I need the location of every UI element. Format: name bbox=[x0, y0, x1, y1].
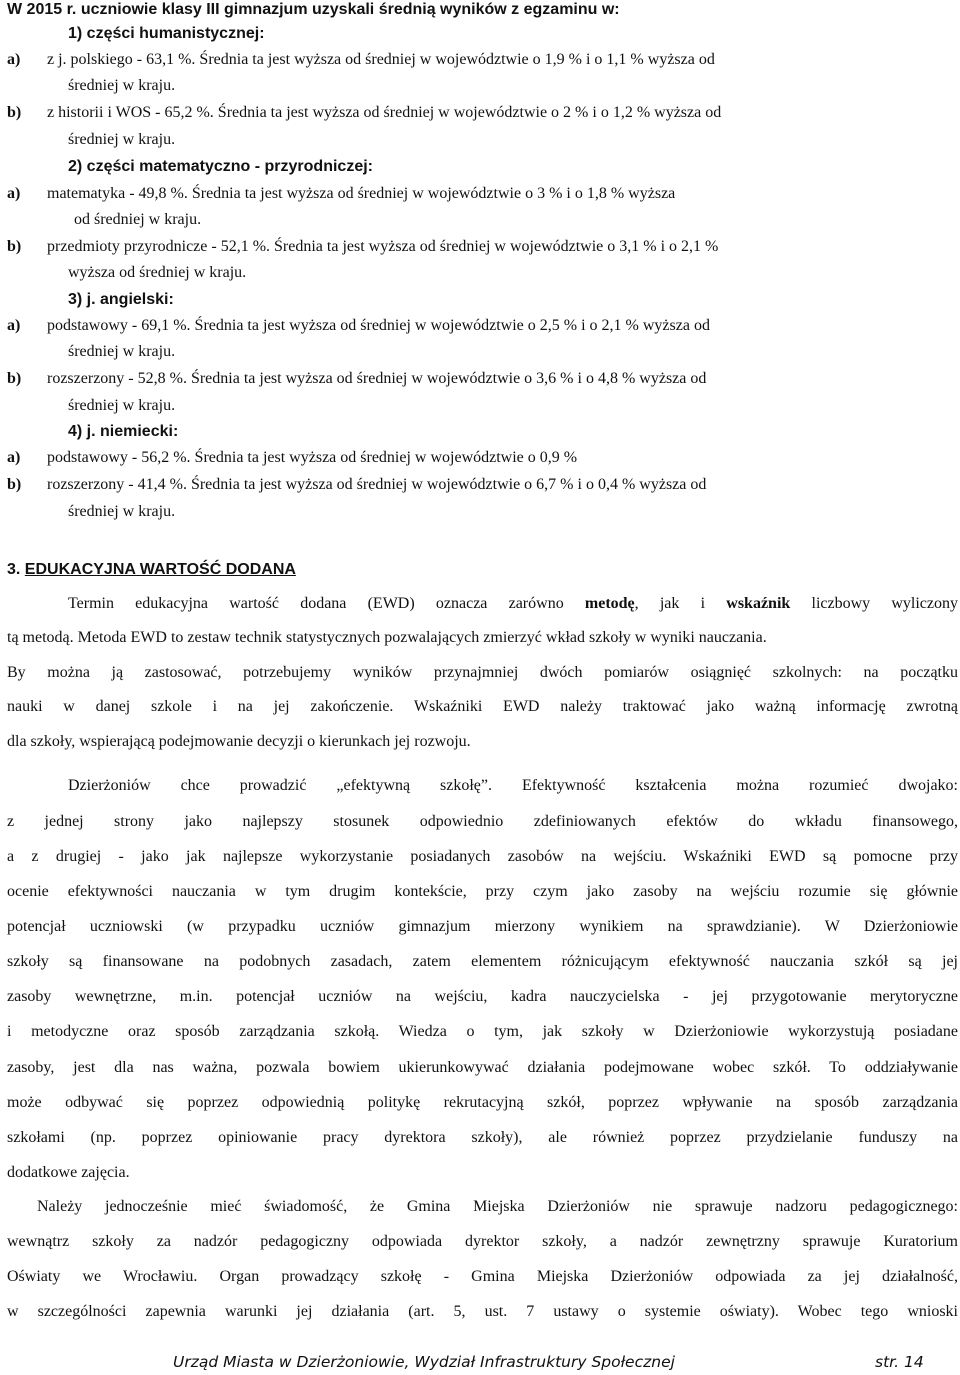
item-marker: b) bbox=[7, 370, 22, 387]
paragraph-line: a z drugiej - jako jak najlepsze wykorzystanie posiadanych zasobów na wejściu. Wskaźniki EWD są pomocne przy bbox=[7, 848, 958, 865]
item-text: podstawowy - 69,1 %. Średnia ta jest wyższa od średniej w województwie o 2,5 % i o 2,1 % wyższa od bbox=[47, 317, 710, 334]
item-text: przedmioty przyrodnicze - 52,1 %. Średnia ta jest wyższa od średniej w województwie o 3,1 % i o 2,1 % bbox=[47, 238, 719, 255]
paragraph-line: potencjał uczniowski (w przypadku uczniów gimnazjum mierzony wynikiem na sprawdzianie). W Dzierżoniowie bbox=[7, 918, 958, 935]
list-item bbox=[7, 103, 721, 123]
paragraph-line: zasoby wewnętrzne, m.in. potencjał uczniów na wejściu, kadra nauczycielska - jej przygotowanie merytoryczne bbox=[7, 988, 958, 1005]
section-heading: 4) j. niemiecki: bbox=[68, 423, 179, 440]
chapter-number: 3. bbox=[7, 561, 21, 578]
text-run: , jak i bbox=[634, 595, 727, 612]
paragraph-line: By można ją zastosować, potrzebujemy wyników przynajmniej dwóch pomiarów osiągnięć szkolnych: na początku bbox=[7, 664, 958, 681]
item-text: średniej w kraju. bbox=[68, 343, 176, 360]
list-item bbox=[7, 237, 718, 257]
item-marker: a) bbox=[7, 449, 21, 466]
item-marker: a) bbox=[7, 51, 21, 68]
paragraph-line: z jednej strony jako najlepszy stosunek odpowiednio zdefiniowanych efektów do wkładu finansowego, bbox=[7, 813, 958, 830]
text-run: wskaźnik bbox=[726, 595, 791, 612]
paragraph-line: szkoły są finansowane na podobnych zasadach, zatem elementem różnicującym efektywność nauczania szkół są jej bbox=[7, 953, 958, 970]
paragraph-line: Należy jednocześnie mieć świadomość, że Gmina Miejska Dzierżoniów nie sprawuje nadzoru pedagogicznego: bbox=[37, 1198, 958, 1215]
text-run: liczbowy wyliczony bbox=[790, 595, 958, 612]
item-text: średniej w kraju. bbox=[68, 131, 176, 148]
section-heading: 2) części matematyczno - przyrodniczej: bbox=[68, 158, 373, 175]
item-text: matematyka - 49,8 %. Średnia ta jest wyższa od średniej w województwie o 3 % i o 1,8 % wyższa bbox=[47, 185, 676, 202]
list-item bbox=[7, 50, 715, 70]
paragraph-line: może odbywać się poprzez odpowiednią politykę rekrutacyjną szkół, poprzez wpływanie na sposób zarządzania bbox=[7, 1094, 958, 1111]
list-item bbox=[7, 448, 577, 468]
footer-title: Urząd Miasta w Dzierżoniowie, Wydział Infrastruktury Społecznej bbox=[173, 1353, 675, 1371]
item-text: średniej w kraju. bbox=[68, 397, 176, 414]
paragraph-line: i metodyczne oraz sposób zarządzania szkołą. Wiedza o tym, jak szkoły w Dzierżoniowie wykorzystują posiadane bbox=[7, 1023, 958, 1040]
paragraph-line: dla szkoły, wspierającą podejmowanie decyzji o kierunkach jej rozwoju. bbox=[7, 733, 471, 750]
chapter-title: EDUKACYJNA WARTOŚĆ DODANA bbox=[24, 561, 296, 578]
page-number: str. 14 bbox=[875, 1353, 924, 1371]
intro-heading: W 2015 r. uczniowie klasy III gimnazjum uzyskali średnią wyników z egzaminu w: bbox=[7, 1, 620, 18]
paragraph-line: ocenie efektywności nauczania w tym drugim kontekście, przy czym jako zasoby na wejściu rozumie się głównie bbox=[7, 883, 958, 900]
paragraph-line: zasoby, jest dla nas ważna, pozwala bowiem ukierunkowywać działania podejmowane wobec szkół. To oddziaływanie bbox=[7, 1059, 958, 1076]
paragraph-line: tą metodą. Metoda EWD to zestaw technik statystycznych pozwalających zmierzyć wkład szkoły w wyniki nauczania. bbox=[7, 629, 767, 646]
item-text: od średniej w kraju. bbox=[74, 211, 202, 228]
item-text: rozszerzony - 52,8 %. Średnia ta jest wyższa od średniej w województwie o 3,6 % i o 4,8 % wyższa od bbox=[47, 370, 707, 387]
paragraph-line: szkołami (np. poprzez opiniowanie pracy dyrektora szkoły), ale również poprzez przydzielanie funduszy na bbox=[7, 1129, 958, 1146]
item-marker: a) bbox=[7, 185, 21, 202]
list-item bbox=[7, 475, 706, 495]
item-marker: b) bbox=[7, 238, 22, 255]
text-run: Termin edukacyjna wartość dodana (EWD) oznacza zarówno bbox=[68, 595, 585, 612]
item-marker: a) bbox=[7, 317, 21, 334]
section-heading: 3) j. angielski: bbox=[68, 291, 174, 308]
paragraph-line: wewnątrz szkoły za nadzór pedagogiczny odpowiada dyrektor szkoły, a nadzór zewnętrzny sprawuje Kuratorium bbox=[7, 1233, 958, 1250]
text-run: metodę bbox=[584, 595, 635, 612]
item-text: rozszerzony - 41,4 %. Średnia ta jest wyższa od średniej w województwie o 6,7 % i o 0,4 % wyższa od bbox=[47, 476, 707, 493]
item-text: wyższa od średniej w kraju. bbox=[68, 264, 247, 281]
item-marker: b) bbox=[7, 476, 22, 493]
list-item bbox=[7, 316, 710, 336]
paragraph-line: Dzierżoniów chce prowadzić „efektywną szkołę”. Efektywność kształcenia można rozumieć dwojako: bbox=[68, 777, 958, 794]
list-item bbox=[7, 184, 675, 204]
item-text: z historii i WOS - 65,2 %. Średnia ta jest wyższa od średniej w województwie o 2 % i o 1,2 % wyższa od bbox=[47, 104, 722, 121]
paragraph-line: nauki w danej szkole i na jej zakończenie. Wskaźniki EWD należy traktować jako ważną informację zwrotną bbox=[7, 698, 958, 715]
paragraph-line bbox=[68, 594, 958, 614]
list-item bbox=[7, 369, 706, 389]
item-marker: b) bbox=[7, 104, 22, 121]
paragraph-line: dodatkowe zajęcia. bbox=[7, 1164, 130, 1181]
item-text: średniej w kraju. bbox=[68, 77, 176, 94]
item-text: średniej w kraju. bbox=[68, 503, 176, 520]
chapter-heading bbox=[7, 560, 296, 580]
item-text: podstawowy - 56,2 %. Średnia ta jest wyższa od średniej w województwie o 0,9 % bbox=[47, 449, 578, 466]
paragraph-line: w szczególności zapewnia warunki jej działania (art. 5, ust. 7 ustawy o systemie oświaty). Wobec tego wnioski bbox=[7, 1303, 958, 1320]
section-heading: 1) części humanistycznej: bbox=[68, 25, 265, 42]
item-text: z j. polskiego - 63,1 %. Średnia ta jest wyższa od średniej w województwie o 1,9 % i o 1,1 % wyższa od bbox=[47, 51, 715, 68]
paragraph-line: Oświaty we Wrocławiu. Organ prowadzący szkołę - Gmina Miejska Dzierżoniów odpowiada za jej działalność, bbox=[7, 1268, 958, 1285]
